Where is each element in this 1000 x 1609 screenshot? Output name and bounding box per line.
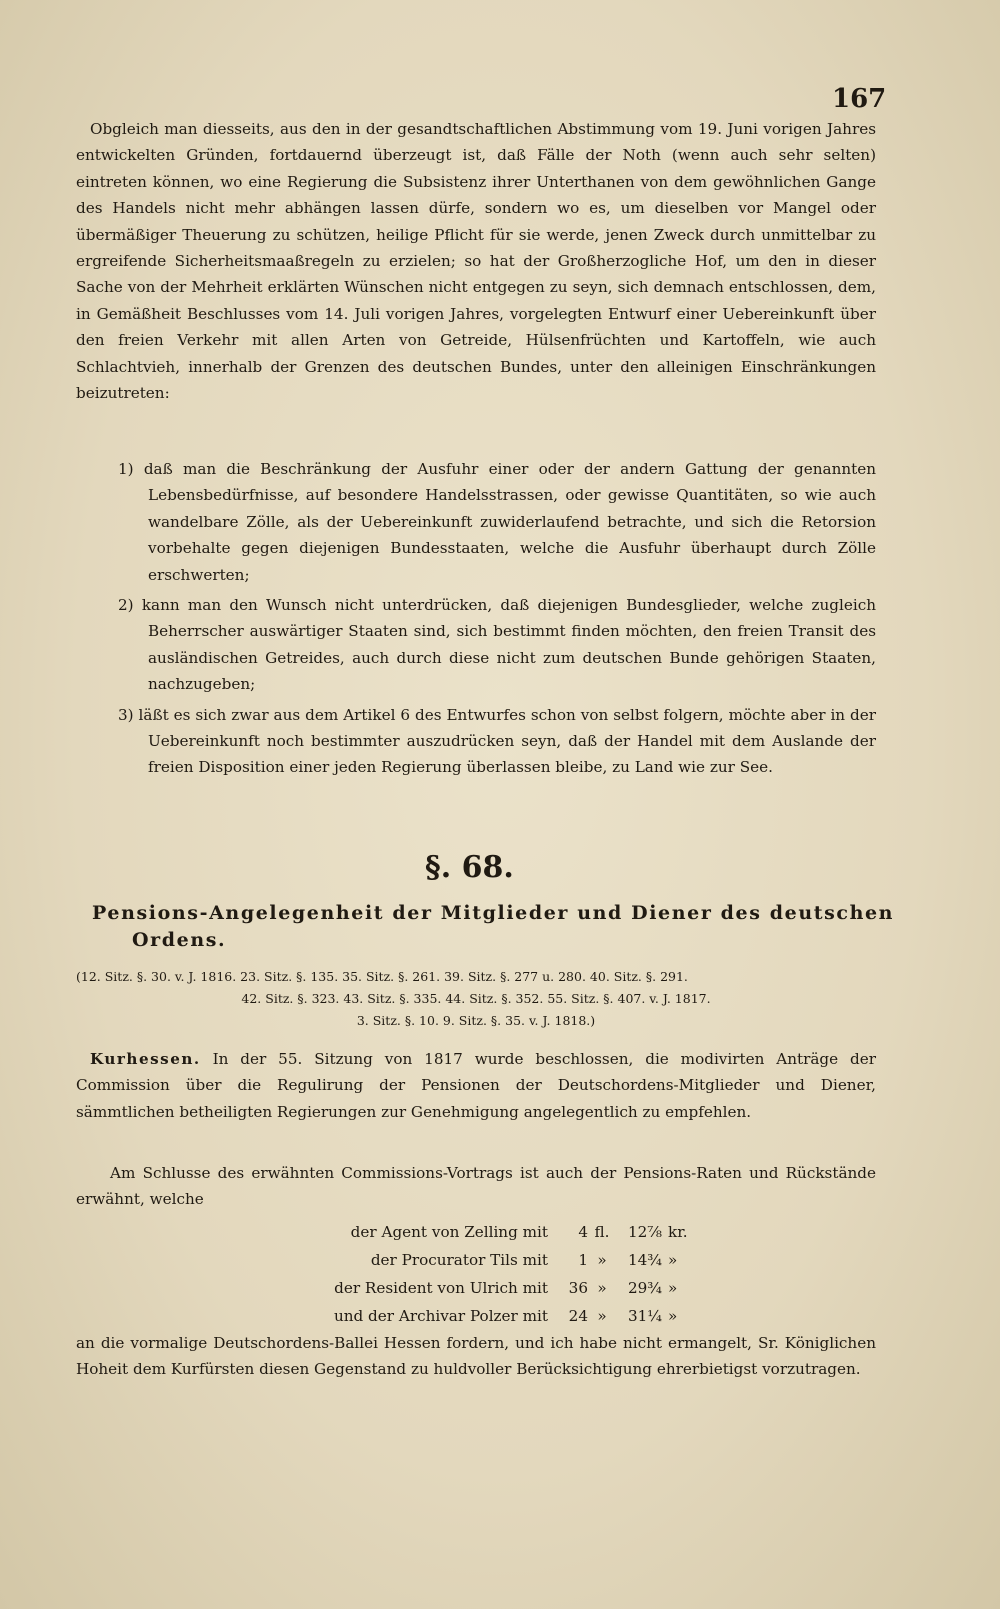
state-name: Kurhessen. — [90, 1050, 201, 1068]
kreuzer-amount: 12⅞ — [627, 1223, 662, 1241]
conditions-list — [118, 456, 876, 785]
closing-paragraph: an die vormalige Deutschordens-Ballei Hessen fordern, und ich habe nicht ermangelt, Sr. Königlichen Hoheit dem Kurfürsten diesen Gegenstand zu huldvoller Berücksichtigung ehrerbietigst vorzutragen. — [76, 1334, 876, 1379]
florin-unit: » — [597, 1251, 607, 1269]
page-number: 167 — [832, 84, 887, 114]
kreuzer-unit: » — [668, 1251, 678, 1269]
intro-paragraph: Obgleich man diesseits, aus den in der gesandtschaftlichen Abstimmung vom 19. Juni vorigen Jahres entwickelten Gründen, fortdauernd überzeugt ist, daß Fälle der Noth (wenn auch sehr selten) eintreten können, wo eine Regierung die Subsistenz ihrer Unterthanen von dem gewöhnlichen Gange des Handels nicht mehr abhängen lassen dürfe, sondern wo es, um dieselben vor Mangel oder übermäßiger Theuerung zu schützen, heilige Pflicht für sie werde, jenen Zweck durch unmittelbar zu ergreifende Sicherheitsmaaßregeln zu erzielen; so hat der Großherzogliche Hof, um den in dieser Sache von der Mehrheit erklärten Wünschen nicht entgegen zu seyn, sich demnach entschlossen, dem, in Gemäßheit Beschlusses vom 14. Juli vorigen Jahres, vorgelegten Entwurf einer Uebereinkunft über den freien Verkehr mit allen Arten von Getreide, Hülsenfrüchten und Kartoffeln, wie auch Schlachtvieh, innerhalb der Grenzen des deutschen Bundes, unter den alleinigen Einschränkungen beizutreten: — [76, 120, 876, 403]
kreuzer-amount: 31¼ — [627, 1307, 662, 1325]
section-number: §. 68. — [425, 850, 514, 885]
reference-line: (12. Sitz. §. 30. v. J. 1816. 23. Sitz. §. 135. 35. Sitz. §. 261. 39. Sitz. §. 277 u. 280. 40. Sitz. §. 291. — [76, 969, 688, 984]
commission-paragraph: Am Schlusse des erwähnten Commissions-Vortrags ist auch der Pensions-Raten und Rückstände erwähnt, welche — [76, 1164, 876, 1209]
condition-text: läßt es sich zwar aus dem Artikel 6 des Entwurfes schon von selbst folgern, möchte aber in der Uebereinkunft noch bestimmter auszudrücken seyn, daß der Handel mit dem Auslande der freien Disposition einer jeden Regierung überlassen bleibe, zu Land wie zur See. — [138, 705, 876, 777]
pension-claims-table — [298, 1218, 698, 1330]
kurhessen-paragraph — [76, 1046, 876, 1125]
claim-row — [298, 1302, 698, 1330]
condition-item-3 — [118, 702, 876, 781]
reference-line: 42. Sitz. §. 323. 43. Sitz. §. 335. 44. Sitz. §. 352. 55. Sitz. §. 407. v. J. 1817. — [241, 991, 711, 1006]
condition-number: 1) — [118, 460, 134, 478]
florin-amount: 4 — [578, 1223, 588, 1241]
session-references — [76, 966, 876, 1032]
condition-number: 3) — [118, 705, 134, 724]
claim-row — [298, 1218, 698, 1246]
florin-amount: 36 — [568, 1279, 588, 1297]
kreuzer-unit: » — [668, 1307, 678, 1325]
claimant: und der Archivar Polzer mit — [333, 1307, 548, 1325]
claimant: der Procurator Tils mit — [370, 1251, 548, 1269]
condition-number: 2) — [118, 596, 134, 615]
condition-text: daß man die Beschränkung der Ausfuhr einer oder der andern Gattung der genannten Lebensbedürfnisse, auf besondere Handelsstrassen, oder gewisse Quantitäten, so wie auch wandelbare Zölle, als der Uebereinkunft zuwiderlaufend betrachte, und sich die Retorsion vorbehalte gegen diejenigen Bundesstaaten, welche die Ausfuhr überhaupt durch Zölle erschwerten; — [143, 460, 877, 584]
reference-line: 3. Sitz. §. 10. 9. Sitz. §. 35. v. J. 1818.) — [356, 1013, 596, 1028]
kurhessen-text: In der 55. Sitzung von 1817 wurde beschlossen, die modivirten Anträge der Commission über die Regulirung der Pensionen der Deutschordens-Mitglieder und Diener, sämmtlichen betheiligten Regierungen zur Genehmigung angelegentlich zu empfehlen. — [76, 1050, 877, 1121]
section-title: Pensions-Angelegenheit der Mitglieder und Diener des deutschen Ordens. — [92, 902, 895, 951]
florin-unit: » — [597, 1279, 607, 1297]
florin-unit: fl. — [594, 1223, 610, 1241]
claim-row — [298, 1274, 698, 1302]
kreuzer-unit: kr. — [668, 1223, 688, 1241]
condition-item-2 — [118, 592, 876, 698]
kreuzer-amount: 14¾ — [627, 1251, 662, 1269]
condition-item-1 — [118, 456, 876, 588]
claim-row — [298, 1246, 698, 1274]
florin-amount: 24 — [568, 1307, 588, 1325]
claimant: der Agent von Zelling mit — [350, 1223, 548, 1241]
florin-amount: 1 — [578, 1251, 588, 1269]
kreuzer-amount: 29¾ — [627, 1279, 662, 1297]
condition-text: kann man den Wunsch nicht unterdrücken, daß diejenigen Bundesglieder, welche zugleich Beherrscher auswärtiger Staaten sind, sich bestimmt finden möchten, den freien Transit des ausländischen Getreides, auch durch diese nicht zum deutschen Bunde gehörigen Staaten, nachzugeben; — [141, 596, 876, 694]
claimant: der Resident von Ulrich mit — [334, 1279, 548, 1297]
kreuzer-unit: » — [668, 1279, 678, 1297]
florin-unit: » — [597, 1307, 607, 1325]
